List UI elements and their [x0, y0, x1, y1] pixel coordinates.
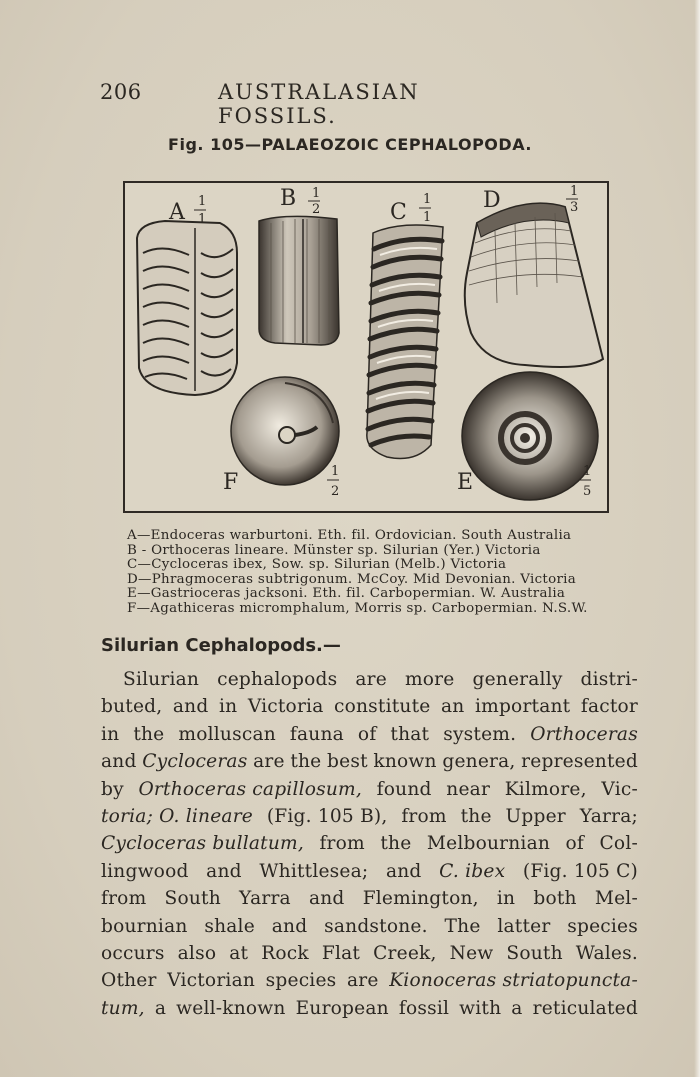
- word: species: [567, 915, 638, 937]
- word: Kionoceras striatopuncta-: [389, 970, 638, 992]
- running-title: AUSTRALASIAN FOSSILS.: [218, 80, 420, 128]
- word: near: [446, 778, 491, 800]
- word: (Fig. 105 B),: [266, 806, 388, 828]
- word: Flat: [321, 943, 361, 965]
- label-a-scale-den: 1: [198, 212, 207, 227]
- word: latter: [497, 915, 551, 937]
- figure-title: Fig. 105—PALAEOZOIC CEPHALOPODA.: [168, 135, 532, 154]
- word: Vic-: [601, 778, 638, 800]
- word: Rock: [261, 943, 309, 965]
- fossil-d-phragmoceras: [465, 203, 603, 367]
- word: toria; O. lineare: [101, 806, 253, 828]
- word: and: [308, 888, 345, 910]
- word: South: [506, 943, 563, 965]
- word: the: [380, 833, 412, 855]
- word: at: [229, 943, 249, 965]
- word: constitute: [334, 696, 431, 718]
- word: and: [172, 696, 209, 718]
- word: Wales.: [575, 943, 638, 965]
- word: Silurian: [123, 669, 200, 690]
- word: Yarra: [239, 888, 291, 910]
- word: Kilmore,: [504, 778, 587, 800]
- word: with: [459, 997, 502, 1019]
- word: shale: [204, 915, 255, 937]
- label-c: C: [390, 200, 407, 225]
- text-line: [101, 885, 638, 912]
- text-line: [101, 721, 638, 748]
- caption-line: A—Endoceras warburtoni. Eth. fil. Ordovician. South Australia: [127, 528, 572, 543]
- body-paragraph: [101, 666, 638, 1022]
- word: both: [533, 888, 577, 910]
- word: The: [444, 915, 481, 937]
- label-f: F: [223, 470, 239, 495]
- caption-line: D—Phragmoceras subtrigonum. McCoy. Mid Devonian. Victoria: [127, 571, 577, 587]
- fossil-plate-illustration: [125, 183, 607, 511]
- word: Creek,: [373, 943, 437, 965]
- figure-caption: [127, 529, 627, 617]
- word: Melbournian: [426, 833, 551, 855]
- word: an: [440, 696, 465, 718]
- word: molluscan: [178, 723, 276, 745]
- word: tum,: [101, 997, 145, 1019]
- word: fossil: [398, 997, 450, 1019]
- word: well-known: [176, 997, 286, 1019]
- word: European: [295, 997, 389, 1019]
- word: also: [177, 943, 217, 965]
- word: buted,: [101, 696, 163, 718]
- word: Mel-: [594, 888, 638, 910]
- word: and: [206, 860, 242, 882]
- word: Col-: [599, 833, 638, 855]
- label-a: A: [169, 200, 185, 225]
- word: of: [357, 723, 377, 745]
- word: fauna: [289, 723, 344, 745]
- label-f-scale-num: 1: [331, 464, 340, 479]
- caption-line: E—Gastrioceras jacksoni. Eth. fil. Carbopermian. W. Australia: [127, 586, 566, 602]
- page-number: 206: [100, 80, 142, 104]
- word: are: [347, 970, 379, 992]
- word: more: [404, 669, 455, 690]
- label-d-scale-den: 3: [570, 200, 579, 215]
- caption-line: F—Agathiceras micromphalum, Morris sp. Carbopermian. N.S.W.: [127, 600, 588, 616]
- word: in: [496, 888, 516, 910]
- word: are: [253, 751, 285, 773]
- fossil-c-cycloceras: [367, 225, 443, 459]
- text-line: [101, 803, 638, 830]
- fossil-f-agathiceras: [231, 377, 339, 485]
- fossil-plate: [123, 181, 609, 513]
- page-edge: [694, 0, 700, 1077]
- word: known: [373, 751, 437, 773]
- word: by: [101, 778, 124, 800]
- word: that: [390, 723, 430, 745]
- word: (Fig. 105 C): [522, 860, 638, 882]
- word: of: [565, 833, 585, 855]
- text-line: [101, 748, 638, 775]
- page-header: [100, 80, 540, 128]
- text-line: [101, 967, 638, 994]
- word: best: [327, 751, 368, 773]
- word: in: [101, 723, 120, 745]
- word: genera,: [442, 751, 516, 773]
- word: and: [385, 860, 422, 882]
- word: system.: [443, 723, 517, 745]
- word: occurs: [101, 943, 165, 965]
- word: from: [319, 833, 365, 855]
- word: cephalopods: [217, 669, 338, 690]
- word: Other: [101, 970, 157, 992]
- word: from: [101, 888, 147, 910]
- word: distri-: [580, 669, 638, 690]
- word: Upper: [505, 806, 566, 828]
- word: Yarra;: [579, 806, 638, 828]
- word: the: [460, 806, 492, 828]
- label-d: D: [483, 188, 501, 213]
- word: species: [265, 970, 337, 992]
- word: Cycloceras: [142, 751, 248, 773]
- word: are: [355, 669, 387, 690]
- section-heading: Silurian Cephalopods.—: [101, 635, 341, 656]
- text-line: [101, 776, 638, 803]
- word: the: [290, 751, 322, 773]
- word: Orthoceras capillosum,: [138, 778, 362, 800]
- text-line: [101, 858, 638, 885]
- word: from: [401, 806, 447, 828]
- word: important: [474, 696, 571, 718]
- fossil-a-endoceras: [137, 221, 237, 395]
- text-line: [101, 666, 638, 693]
- word: C. ibex: [439, 860, 506, 882]
- label-e-scale-num: 1: [583, 464, 592, 479]
- label-e: E: [457, 470, 474, 495]
- label-d-scale-num: 1: [570, 184, 579, 199]
- word: bournian: [101, 915, 188, 937]
- word: Victorian: [167, 970, 256, 992]
- word: and: [271, 915, 308, 937]
- caption-line: B - Orthoceras lineare. Münster sp. Silurian (Yer.) Victoria: [127, 542, 541, 558]
- word: Orthoceras: [530, 723, 638, 745]
- label-b-scale-den: 2: [312, 202, 321, 217]
- label-b-scale-num: 1: [312, 186, 321, 201]
- word: lingwood: [101, 860, 189, 882]
- label-b: B: [280, 186, 297, 211]
- word: Flemington,: [362, 888, 479, 910]
- label-c-scale-den: 1: [423, 210, 432, 225]
- text-line: [101, 995, 638, 1022]
- label-e-scale-den: 5: [583, 484, 592, 499]
- fossil-b-orthoceras: [259, 216, 339, 345]
- text-line: [101, 693, 638, 720]
- label-f-scale-den: 2: [331, 484, 340, 499]
- label-c-scale-num: 1: [423, 192, 432, 207]
- text-line: [101, 940, 638, 967]
- word: Victoria: [247, 696, 324, 718]
- word: reticulated: [532, 997, 638, 1019]
- text-line: [101, 830, 638, 857]
- word: sandstone.: [324, 915, 428, 937]
- word: a: [511, 997, 523, 1019]
- word: factor: [580, 696, 638, 718]
- word: generally: [472, 669, 563, 690]
- text-line: [101, 913, 638, 940]
- word: found: [376, 778, 432, 800]
- fossil-e-gastrioceras: [462, 372, 598, 500]
- word: the: [133, 723, 165, 745]
- caption-line: C—Cycloceras ibex, Sow. sp. Silurian (Melb.) Victoria: [127, 557, 507, 573]
- word: Cycloceras bullatum,: [101, 833, 304, 855]
- word: South: [164, 888, 221, 910]
- word: and: [101, 751, 137, 773]
- label-a-scale-num: 1: [198, 194, 207, 209]
- word: New: [449, 943, 494, 965]
- word: represented: [521, 751, 638, 773]
- word: a: [154, 997, 167, 1019]
- word: Whittlesea;: [259, 860, 369, 882]
- word: in: [218, 696, 238, 718]
